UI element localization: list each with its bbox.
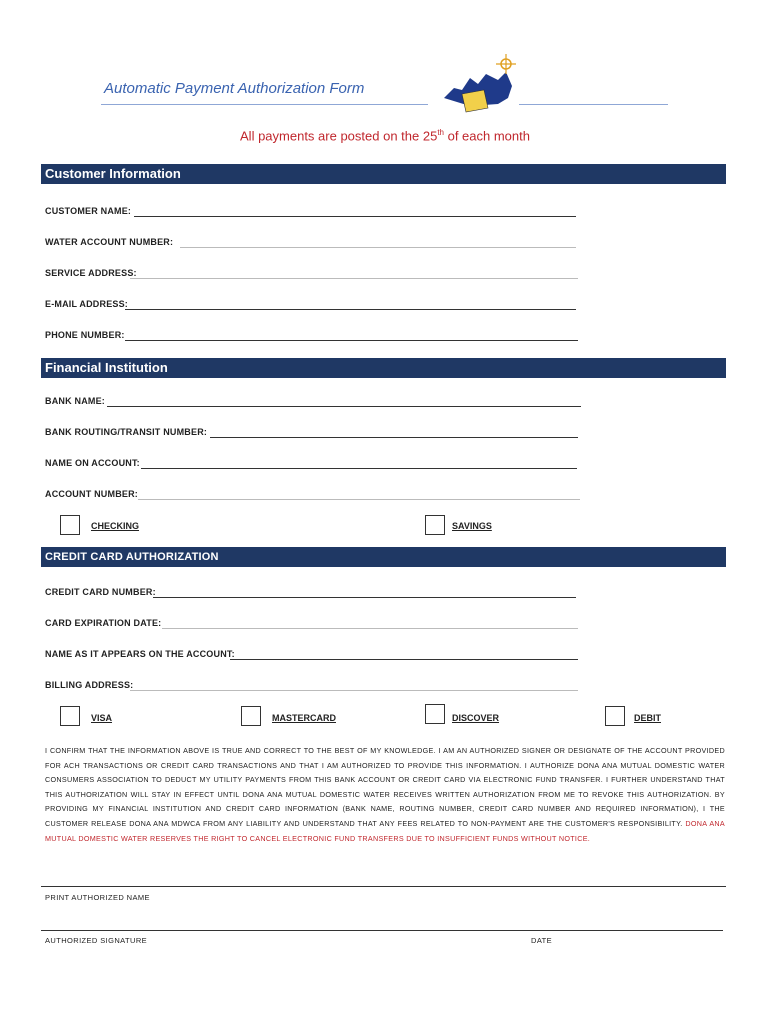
billing-address-label: BILLING ADDRESS: <box>45 680 134 690</box>
account-number-label: ACCOUNT NUMBER: <box>45 489 138 499</box>
title-rule-left <box>101 104 428 105</box>
insufficient-funds-warning: DONA ANA MUTUAL DOMESTIC WATER RESERVES THE RIGHT TO CANCEL ELECTRONIC FUND TRANSFERS DUE TO INSUFFICIENT FUNDS WITHOUT NOTICE. <box>45 818 725 843</box>
email-address-label: E-MAIL ADDRESS: <box>45 299 129 309</box>
name-on-card-field[interactable] <box>230 659 578 660</box>
water-account-number-label: WATER ACCOUNT NUMBER: <box>45 237 174 247</box>
phone-number-label: PHONE NUMBER: <box>45 330 125 340</box>
print-name-field[interactable] <box>41 886 726 887</box>
bank-name-label: BANK NAME: <box>45 396 105 406</box>
card-expiration-field[interactable] <box>162 628 578 629</box>
date-label: DATE <box>531 936 553 945</box>
water-account-number-field[interactable] <box>180 247 576 248</box>
bank-name-field[interactable] <box>107 406 581 407</box>
checking-label: CHECKING <box>91 521 140 531</box>
account-number-field[interactable] <box>138 499 580 500</box>
discover-label: DISCOVER <box>452 713 500 723</box>
credit-card-number-label: CREDIT CARD NUMBER: <box>45 587 156 597</box>
section-financial-institution: Financial Institution <box>41 358 726 378</box>
print-name-label: PRINT AUTHORIZED NAME <box>45 893 150 902</box>
posting-date-note: All payments are posted on the 25th of each month <box>240 128 530 144</box>
name-on-account-field[interactable] <box>141 468 577 469</box>
section-customer-information: Customer Information <box>41 164 726 184</box>
discover-checkbox[interactable] <box>425 704 445 724</box>
name-on-account-label: NAME ON ACCOUNT: <box>45 458 140 468</box>
name-on-card-label: NAME AS IT APPEARS ON THE ACCOUNT: <box>45 649 235 659</box>
debit-label: DEBIT <box>634 713 661 723</box>
section-credit-card-authorization: CREDIT CARD AUTHORIZATION <box>41 547 726 567</box>
organization-logo <box>440 50 520 120</box>
routing-number-label: BANK ROUTING/TRANSIT NUMBER: <box>45 427 208 437</box>
credit-card-number-field[interactable] <box>153 597 576 598</box>
mastercard-checkbox[interactable] <box>241 706 261 726</box>
billing-address-field[interactable] <box>130 690 578 691</box>
service-address-label: SERVICE ADDRESS: <box>45 268 137 278</box>
visa-label: VISA <box>91 713 113 723</box>
signature-date-field[interactable] <box>41 930 723 931</box>
email-address-field[interactable] <box>125 309 576 310</box>
customer-name-field[interactable] <box>134 216 576 217</box>
authorized-signature-label: AUTHORIZED SIGNATURE <box>45 936 148 945</box>
savings-checkbox[interactable] <box>425 515 445 535</box>
phone-number-field[interactable] <box>125 340 578 341</box>
card-expiration-label: CARD EXPIRATION DATE: <box>45 618 162 628</box>
authorization-statement: I CONFIRM THAT THE INFORMATION ABOVE IS TRUE AND CORRECT TO THE BEST OF MY KNOWLEDGE. I AM AN AUTHORIZED SIGNER OR DESIGNATE OF THE ACCOUNT PROVIDED FOR ACH TRANSACTIONS OR CREDIT CARD TRANSACTIONS AND THAT I AM AUTHORIZED TO PROVIDE THIS INFORMATION. I AUTHORIZE DONA ANA MUTUAL DOMESTIC WATER CONSUMERS ASSOCIATION TO DEDUCT MY UTILITY PAYMENTS FROM THIS BANK ACCOUNT OR CREDIT CARD VIA ELECTRONIC FUND TRANSFER. I FURTHER UNDERSTAND THAT THIS AUTHORIZATION WILL STAY IN EFFECT UNTIL DONA ANA MUTUAL DOMESTIC WATER RECEIVES WRITTEN AUTHORIZATION FROM ME TO REVOKE THIS AUTHORIZATION. BY PROVIDING MY FINANCIAL INSTITUTION AND CREDIT CARD INFORMATION (BANK NAME, ROUTING NUMBER, CREDIT CARD NUMBER AND REQUIRED INFORMATION), I THE CUSTOMER RELEASE DONA ANA MDWCA FROM ANY LIABILITY AND UNDERSTAND THAT ANY FEES RELATED TO NON-PAYMENT ARE THE CUSTOMER'S RESPONSIBILITY. DONA ANA MUTUAL DOMESTIC WATER RESERVES THE RIGHT TO CANCEL ELECTRONIC FUND TRANSFERS DUE TO INSUFFICIENT FUNDS WITHOUT NOTICE. <box>45 746 725 843</box>
debit-checkbox[interactable] <box>605 706 625 726</box>
customer-name-label: CUSTOMER NAME: <box>45 206 132 216</box>
form-title: Automatic Payment Authorization Form <box>104 80 365 97</box>
routing-number-field[interactable] <box>210 437 578 438</box>
mastercard-label: MASTERCARD <box>272 713 336 723</box>
title-rule-right <box>519 104 668 105</box>
savings-label: SAVINGS <box>452 521 492 531</box>
checking-checkbox[interactable] <box>60 515 80 535</box>
visa-checkbox[interactable] <box>60 706 80 726</box>
service-address-field[interactable] <box>130 278 578 279</box>
